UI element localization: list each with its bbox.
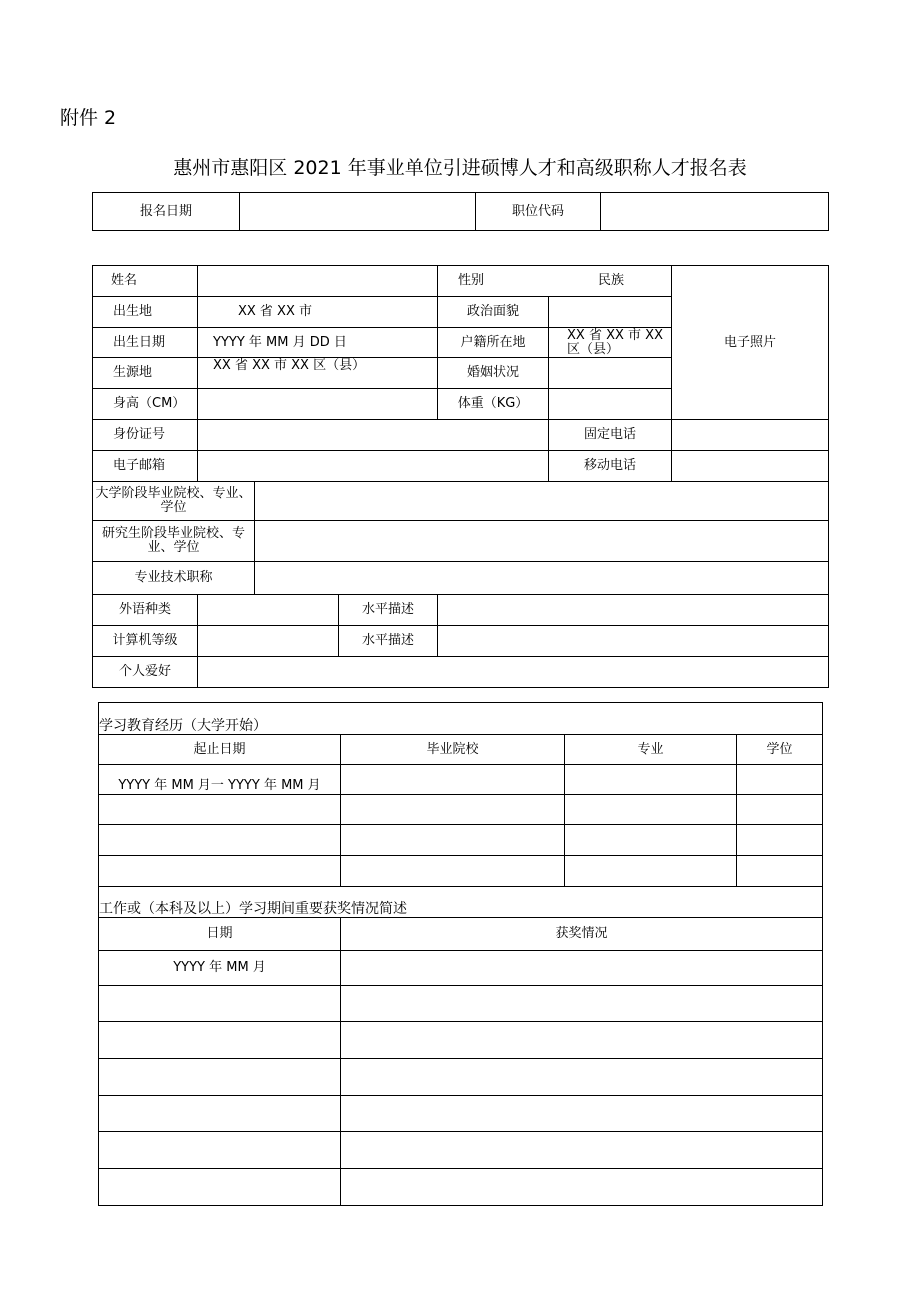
awards-col-details: 获奖情况: [341, 918, 823, 951]
award-date-cell[interactable]: [99, 1132, 341, 1169]
photo-placeholder[interactable]: 电子照片: [672, 266, 829, 420]
award-details-cell[interactable]: [341, 1169, 823, 1206]
edu-major-cell[interactable]: [565, 765, 737, 795]
table-row: [99, 765, 823, 795]
id-number-label: 身份证号: [93, 420, 198, 451]
award-details-cell[interactable]: [341, 1096, 823, 1132]
email-label: 电子邮箱: [93, 451, 198, 482]
form-title: 惠州市惠阳区 2021 年事业单位引进硕博人才和高级职称人才报名表: [173, 157, 747, 179]
edu-col-degree: 学位: [737, 735, 823, 765]
height-field[interactable]: [198, 389, 438, 420]
table-row: [99, 825, 823, 856]
undergrad-label: 大学阶段毕业院校、专业、学位: [93, 482, 255, 521]
edu-degree-cell[interactable]: [737, 825, 823, 856]
computer-field[interactable]: [198, 626, 339, 657]
table-row: [99, 1169, 823, 1206]
household-label: 户籍所在地: [438, 328, 549, 358]
education-section-title: 学习教育经历（大学开始）: [99, 703, 823, 735]
landline-label: 固定电话: [549, 420, 672, 451]
edu-major-cell[interactable]: [565, 856, 737, 887]
language-label: 外语种类: [93, 595, 198, 626]
edu-col-period: 起止日期: [99, 735, 341, 765]
table-row: [99, 951, 823, 986]
political-label: 政治面貌: [438, 297, 549, 328]
edu-col-major: 专业: [565, 735, 737, 765]
attachment-label: 附件 2: [60, 107, 117, 129]
edu-col-school: 毕业院校: [341, 735, 565, 765]
email-field[interactable]: [198, 451, 549, 482]
computer-level-label: 水平描述: [339, 626, 438, 657]
gender-ethnicity-cell[interactable]: [438, 266, 672, 297]
ethnicity-label: 民族: [598, 273, 625, 288]
award-details-cell[interactable]: [341, 1132, 823, 1169]
edu-school-cell[interactable]: [341, 856, 565, 887]
position-code-label: 职位代码: [476, 193, 601, 231]
landline-field[interactable]: [672, 420, 829, 451]
language-level-field[interactable]: [438, 595, 829, 626]
birthdate-field[interactable]: YYYY 年 MM 月 DD 日: [198, 328, 438, 358]
award-date-cell[interactable]: [99, 1059, 341, 1096]
grad-label: 研究生阶段毕业院校、专业、学位: [93, 521, 255, 562]
table-row: [99, 1059, 823, 1096]
birthplace-field[interactable]: XX 省 XX 市: [198, 297, 438, 328]
table-row: [99, 856, 823, 887]
computer-level-field[interactable]: [438, 626, 829, 657]
position-code-field[interactable]: [601, 193, 829, 231]
hobby-label: 个人爱好: [93, 657, 198, 688]
award-date-cell[interactable]: [99, 986, 341, 1022]
height-label: 身高（CM）: [93, 389, 198, 420]
award-details-cell[interactable]: [341, 1059, 823, 1096]
awards-section-title: 工作或（本科及以上）学习期间重要获奖情况简述: [99, 887, 823, 918]
birthplace-label: 出生地: [93, 297, 198, 328]
edu-degree-cell[interactable]: [737, 765, 823, 795]
weight-label: 体重（KG）: [438, 389, 549, 420]
mobile-field[interactable]: [672, 451, 829, 482]
origin-label: 生源地: [93, 358, 198, 389]
origin-value: XX 省 XX 市 XX 区（县）: [213, 358, 366, 373]
gender-label: 性别: [458, 273, 485, 288]
edu-period-cell[interactable]: [99, 795, 341, 825]
edu-school-cell[interactable]: [341, 825, 565, 856]
political-field[interactable]: [549, 297, 672, 328]
household-value: XX 省 XX 市 XX 区（县）: [567, 328, 663, 357]
award-date-cell[interactable]: [99, 1169, 341, 1206]
award-details-cell[interactable]: [341, 986, 823, 1022]
hobby-field[interactable]: [198, 657, 829, 688]
prof-title-field[interactable]: [255, 562, 829, 595]
weight-field[interactable]: [549, 389, 672, 420]
edu-degree-cell[interactable]: [737, 856, 823, 887]
edu-school-cell[interactable]: [341, 765, 565, 795]
header-table: [92, 192, 829, 231]
computer-label: 计算机等级: [93, 626, 198, 657]
table-row: [99, 1096, 823, 1132]
award-details-cell[interactable]: [341, 951, 823, 986]
edu-degree-cell[interactable]: [737, 795, 823, 825]
table-row: [99, 1132, 823, 1169]
registration-date-field[interactable]: [240, 193, 476, 231]
household-field[interactable]: [549, 328, 672, 358]
history-table: [98, 702, 823, 1206]
name-field[interactable]: [198, 266, 438, 297]
language-level-label: 水平描述: [339, 595, 438, 626]
edu-period-cell[interactable]: [99, 825, 341, 856]
language-field[interactable]: [198, 595, 339, 626]
awards-col-date: 日期: [99, 918, 341, 951]
table-row: [99, 986, 823, 1022]
table-row: [99, 1022, 823, 1059]
origin-field[interactable]: [198, 358, 438, 389]
edu-period-cell[interactable]: YYYY 年 MM 月一 YYYY 年 MM 月: [99, 765, 341, 795]
edu-major-cell[interactable]: [565, 795, 737, 825]
edu-period-cell[interactable]: [99, 856, 341, 887]
table-row: [99, 795, 823, 825]
prof-title-label: 专业技术职称: [93, 562, 255, 595]
grad-field[interactable]: [255, 521, 829, 562]
award-date-cell[interactable]: [99, 1022, 341, 1059]
birthdate-label: 出生日期: [93, 328, 198, 358]
mobile-label: 移动电话: [549, 451, 672, 482]
personal-info-table: [92, 265, 829, 688]
award-details-cell[interactable]: [341, 1022, 823, 1059]
id-number-field[interactable]: [198, 420, 549, 451]
undergrad-field[interactable]: [255, 482, 829, 521]
award-date-cell[interactable]: [99, 1096, 341, 1132]
award-date-cell[interactable]: YYYY 年 MM 月: [99, 951, 341, 986]
marital-field[interactable]: [549, 358, 672, 389]
edu-school-cell[interactable]: [341, 795, 565, 825]
marital-label: 婚姻状况: [438, 358, 549, 389]
registration-date-label: 报名日期: [93, 193, 240, 231]
edu-major-cell[interactable]: [565, 825, 737, 856]
name-label: 姓名: [93, 266, 198, 297]
